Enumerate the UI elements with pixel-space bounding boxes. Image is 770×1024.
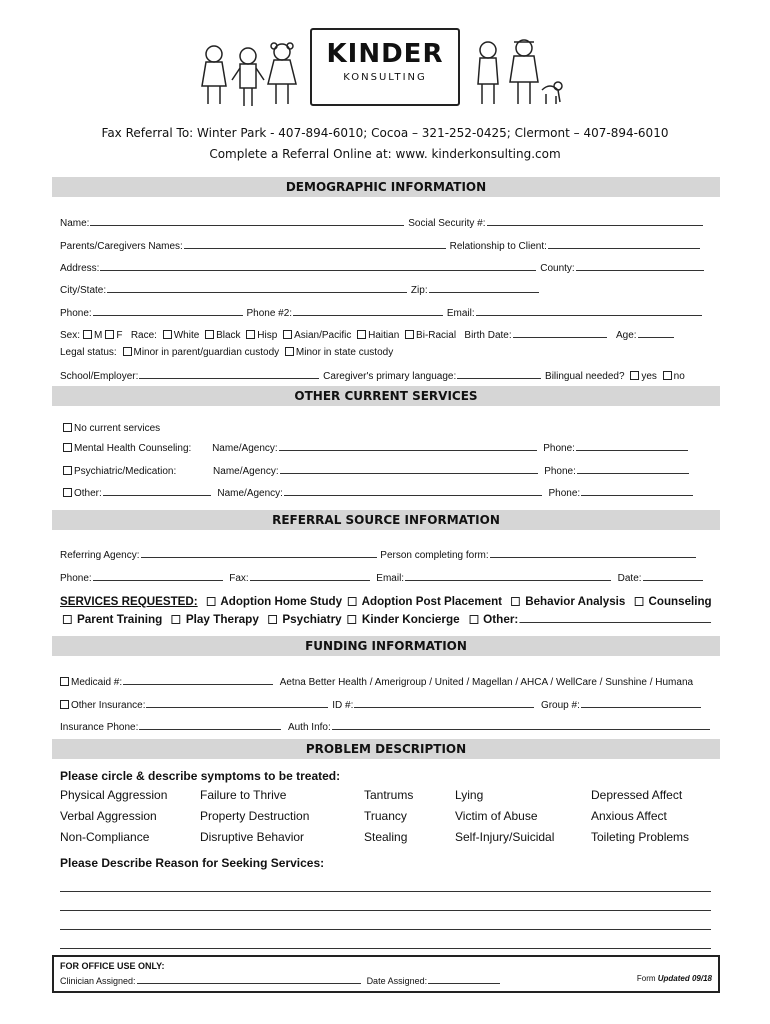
- bilingual-yes-label: yes: [641, 371, 657, 382]
- race-haitian-label: Haitian: [368, 330, 400, 341]
- behavior-analysis-label: Behavior Analysis: [525, 594, 626, 608]
- other-service-label: Other:: [74, 488, 102, 499]
- insurance-phone-row: [60, 719, 711, 733]
- mental-health-checkbox[interactable]: [63, 443, 72, 452]
- minor-parent-label: Minor in parent/guardian custody: [133, 347, 280, 358]
- reason-line-3[interactable]: [60, 929, 711, 930]
- mental-agency-label: Name/Agency:: [212, 443, 278, 454]
- services-requested-row-1: [60, 594, 712, 608]
- race-haitian-checkbox[interactable]: [357, 330, 366, 339]
- kinder-koncierge-checkbox[interactable]: [348, 615, 357, 624]
- insurance-phone-field[interactable]: [139, 719, 281, 730]
- symptom-tantrums[interactable]: Tantrums: [364, 788, 414, 802]
- psychiatry-label: Psychiatry: [282, 612, 342, 626]
- referring-agency-row: [60, 547, 697, 561]
- phone-row: [60, 305, 703, 319]
- symptom-victim-of-abuse[interactable]: Victim of Abuse: [455, 809, 538, 823]
- other-agency-label: Name/Agency:: [217, 488, 283, 499]
- race-hisp-checkbox[interactable]: [246, 330, 255, 339]
- phone-label: Phone:: [60, 308, 92, 319]
- name-label: Name:: [60, 218, 90, 229]
- relationship-field[interactable]: [548, 238, 700, 249]
- adoption-post-placement-label: Adoption Post Placement: [361, 594, 503, 608]
- symptom-self-injury[interactable]: Self-Injury/Suicidal: [455, 830, 555, 844]
- no-services-label: No current services: [74, 423, 161, 434]
- reason-line-2[interactable]: [60, 910, 711, 911]
- city-field[interactable]: [107, 282, 407, 293]
- mental-agency-field[interactable]: [279, 440, 537, 451]
- fax-referral-line: Fax Referral To: Winter Park - 407-894-6010; Cocoa – 321-252-0425; Clermont – 407-894-6010: [101, 126, 669, 140]
- symptom-lying[interactable]: Lying: [455, 788, 484, 802]
- bilingual-no-checkbox[interactable]: [663, 371, 672, 380]
- race-black-checkbox[interactable]: [205, 330, 214, 339]
- race-hisp-label: Hisp: [257, 330, 278, 341]
- services-requested-label: SERVICES REQUESTED:: [60, 594, 198, 608]
- phone-field[interactable]: [93, 305, 243, 316]
- sex-f-label: F: [116, 330, 123, 341]
- county-field[interactable]: [576, 260, 704, 271]
- person-completing-label: Person completing form:: [380, 550, 489, 561]
- logo-title: KINDER: [326, 39, 444, 69]
- race-asian-label: Asian/Pacific: [294, 330, 352, 341]
- referral-date-label: Date:: [617, 573, 642, 584]
- county-label: County:: [540, 263, 575, 274]
- no-services-row: [60, 423, 160, 434]
- minor-parent-checkbox[interactable]: [123, 347, 132, 356]
- counseling-checkbox[interactable]: [635, 597, 644, 606]
- mental-phone-label: Phone:: [543, 443, 575, 454]
- city-row: [60, 282, 540, 296]
- psych-phone-field[interactable]: [577, 463, 689, 474]
- symptom-failure-to-thrive[interactable]: Failure to Thrive: [200, 788, 287, 802]
- logo-subtitle: KONSULTING: [343, 72, 427, 83]
- circle-symptoms-label: Please circle & describe symptoms to be treated:: [60, 769, 341, 783]
- online-referral-line: Complete a Referral Online at: www. kinderkonsulting.com: [209, 147, 561, 161]
- school-field[interactable]: [139, 368, 319, 379]
- minor-state-label: Minor in state custody: [295, 347, 394, 358]
- symptom-property-destruction[interactable]: Property Destruction: [200, 809, 310, 823]
- name-row: [60, 215, 704, 229]
- auth-info-label: Auth Info:: [287, 722, 331, 733]
- adoption-home-study-label: Adoption Home Study: [220, 594, 343, 608]
- zip-label: Zip:: [410, 285, 428, 296]
- behavior-analysis-checkbox[interactable]: [511, 597, 520, 606]
- parent-training-label: Parent Training: [76, 612, 163, 626]
- insurance-phone-label: Insurance Phone:: [60, 722, 139, 733]
- email-label: Email:: [446, 308, 475, 319]
- other-phone-field[interactable]: [581, 485, 693, 496]
- reason-line-4[interactable]: [60, 948, 711, 949]
- reason-line-1[interactable]: [60, 891, 711, 892]
- age-field[interactable]: [638, 327, 674, 338]
- race-label: Race:: [130, 330, 157, 341]
- referral-phone-label: Phone:: [60, 573, 92, 584]
- birth-date-field[interactable]: [513, 327, 607, 338]
- date-assigned-field[interactable]: [428, 974, 500, 984]
- address-field[interactable]: [100, 260, 536, 271]
- other-phone-label: Phone:: [548, 488, 581, 499]
- clinician-row: [60, 974, 501, 986]
- kids-illustration-left: [196, 40, 304, 110]
- zip-field[interactable]: [429, 282, 539, 293]
- auth-info-field[interactable]: [332, 719, 710, 730]
- psychiatry-checkbox[interactable]: [268, 615, 277, 624]
- legal-status-row: [60, 347, 393, 358]
- counseling-label: Counseling: [648, 594, 712, 608]
- ssn-label: Social Security #:: [408, 218, 486, 229]
- kinder-logo: [310, 28, 460, 106]
- phone2-label: Phone #2:: [246, 308, 293, 319]
- age-label: Age:: [616, 330, 637, 341]
- problem-section-title: PROBLEM DESCRIPTION: [52, 739, 720, 759]
- symptom-anxious-affect[interactable]: Anxious Affect: [591, 809, 667, 823]
- race-biracial-checkbox[interactable]: [405, 330, 414, 339]
- clinician-label: Clinician Assigned:: [60, 976, 136, 986]
- psychiatric-label: Psychiatric/Medication:: [74, 466, 177, 477]
- insurance-id-label: ID #:: [332, 700, 354, 711]
- symptom-toileting-problems[interactable]: Toileting Problems: [591, 830, 690, 844]
- language-field[interactable]: [457, 368, 541, 379]
- relationship-label: Relationship to Client:: [449, 241, 547, 252]
- psychiatric-checkbox[interactable]: [63, 466, 72, 475]
- address-row: [60, 260, 705, 274]
- referral-email-label: Email:: [376, 573, 405, 584]
- symptom-disruptive-behavior[interactable]: Disruptive Behavior: [200, 830, 305, 844]
- referral-contact-row: [60, 570, 704, 584]
- office-use-box: [52, 955, 720, 993]
- form-label: Form: [636, 974, 658, 983]
- referral-email-field[interactable]: [405, 570, 611, 581]
- symptom-physical-aggression[interactable]: Physical Aggression: [60, 788, 168, 802]
- medicaid-label: Medicaid #:: [71, 677, 123, 688]
- other-service-field[interactable]: [103, 485, 211, 496]
- other-agency-field[interactable]: [284, 485, 542, 496]
- psych-agency-field[interactable]: [280, 463, 538, 474]
- legal-status-label: Legal status:: [60, 347, 117, 358]
- medicaid-checkbox[interactable]: [60, 677, 69, 686]
- city-label: City/State:: [60, 285, 107, 296]
- parents-row: [60, 238, 701, 252]
- referring-agency-field[interactable]: [141, 547, 377, 558]
- referring-agency-label: Referring Agency:: [60, 550, 140, 561]
- sex-label: Sex:: [60, 330, 81, 341]
- birth-date-label: Birth Date:: [464, 330, 512, 341]
- parent-training-checkbox[interactable]: [63, 615, 72, 624]
- services-section-title: OTHER CURRENT SERVICES: [52, 386, 720, 406]
- other-insurance-field[interactable]: [146, 697, 328, 708]
- other-requested-field[interactable]: [519, 612, 711, 623]
- race-black-label: Black: [216, 330, 241, 341]
- office-use-title: FOR OFFICE USE ONLY:: [60, 961, 165, 971]
- referral-phone-field[interactable]: [93, 570, 223, 581]
- medicaid-field[interactable]: [123, 674, 273, 685]
- sex-m-checkbox[interactable]: [83, 330, 92, 339]
- sex-race-row: [60, 327, 675, 341]
- psychiatric-row: [60, 463, 690, 477]
- referral-date-field[interactable]: [643, 570, 703, 581]
- reason-label: Please Describe Reason for Seeking Services:: [60, 856, 325, 870]
- other-requested-checkbox[interactable]: [469, 615, 478, 624]
- symptom-truancy[interactable]: Truancy: [364, 809, 407, 823]
- symptom-stealing[interactable]: Stealing: [364, 830, 408, 844]
- other-insurance-row: [60, 697, 702, 711]
- mental-health-label: Mental Health Counseling:: [74, 443, 192, 454]
- other-service-checkbox[interactable]: [63, 488, 72, 497]
- mental-phone-field[interactable]: [576, 440, 688, 451]
- other-requested-label: Other:: [483, 612, 519, 626]
- race-biracial-label: Bi-Racial: [416, 330, 457, 341]
- kinder-koncierge-label: Kinder Koncierge: [361, 612, 460, 626]
- symptom-non-compliance[interactable]: Non-Compliance: [60, 830, 150, 844]
- sex-f-checkbox[interactable]: [105, 330, 114, 339]
- school-row: [60, 368, 685, 382]
- name-field[interactable]: [90, 215, 404, 226]
- psych-agency-label: Name/Agency:: [213, 466, 279, 477]
- services-requested-row-2: [60, 612, 712, 626]
- parents-field[interactable]: [184, 238, 446, 249]
- minor-state-checkbox[interactable]: [285, 347, 294, 356]
- bilingual-yes-checkbox[interactable]: [630, 371, 639, 380]
- insurance-plans-list: Aetna Better Health / Amerigroup / United / Magellan / AHCA / WellCare / Sunshine / Humana: [279, 677, 694, 688]
- medicaid-row: [60, 674, 693, 688]
- address-label: Address:: [60, 263, 100, 274]
- other-insurance-checkbox[interactable]: [60, 700, 69, 709]
- parents-label: Parents/Caregivers Names:: [60, 241, 183, 252]
- email-field[interactable]: [476, 305, 702, 316]
- form-updated-date: Updated 09/18: [657, 974, 712, 983]
- no-services-checkbox[interactable]: [63, 423, 72, 432]
- insurance-id-field[interactable]: [354, 697, 534, 708]
- demographic-section-title: DEMOGRAPHIC INFORMATION: [52, 177, 720, 197]
- psych-phone-label: Phone:: [544, 466, 576, 477]
- symptom-depressed-affect[interactable]: Depressed Affect: [591, 788, 683, 802]
- funding-section-title: FUNDING INFORMATION: [52, 636, 720, 656]
- adoption-home-study-checkbox[interactable]: [207, 597, 216, 606]
- race-white-checkbox[interactable]: [163, 330, 172, 339]
- other-service-row: [60, 485, 694, 499]
- play-therapy-label: Play Therapy: [185, 612, 259, 626]
- group-number-field[interactable]: [581, 697, 701, 708]
- date-assigned-label: Date Assigned:: [366, 976, 428, 986]
- language-label: Caregiver's primary language:: [323, 371, 457, 382]
- bilingual-label: Bilingual needed?: [545, 371, 625, 382]
- referral-section-title: REFERRAL SOURCE INFORMATION: [52, 510, 720, 530]
- other-insurance-label: Other Insurance:: [71, 700, 146, 711]
- referral-fax-label: Fax:: [229, 573, 249, 584]
- person-completing-field[interactable]: [490, 547, 696, 558]
- adoption-post-placement-checkbox[interactable]: [348, 597, 357, 606]
- sex-m-label: M: [94, 330, 103, 341]
- school-label: School/Employer:: [60, 371, 139, 382]
- clinician-field[interactable]: [137, 974, 361, 984]
- symptom-verbal-aggression[interactable]: Verbal Aggression: [60, 809, 157, 823]
- group-number-label: Group #:: [540, 700, 580, 711]
- play-therapy-checkbox[interactable]: [172, 615, 181, 624]
- referral-fax-field[interactable]: [250, 570, 370, 581]
- form-version: [637, 974, 712, 983]
- race-asian-checkbox[interactable]: [283, 330, 292, 339]
- race-white-label: White: [173, 330, 200, 341]
- kids-illustration-right: [468, 36, 568, 110]
- bilingual-no-label: no: [673, 371, 685, 382]
- phone2-field[interactable]: [293, 305, 443, 316]
- ssn-field[interactable]: [487, 215, 703, 226]
- mental-health-row: [60, 440, 689, 454]
